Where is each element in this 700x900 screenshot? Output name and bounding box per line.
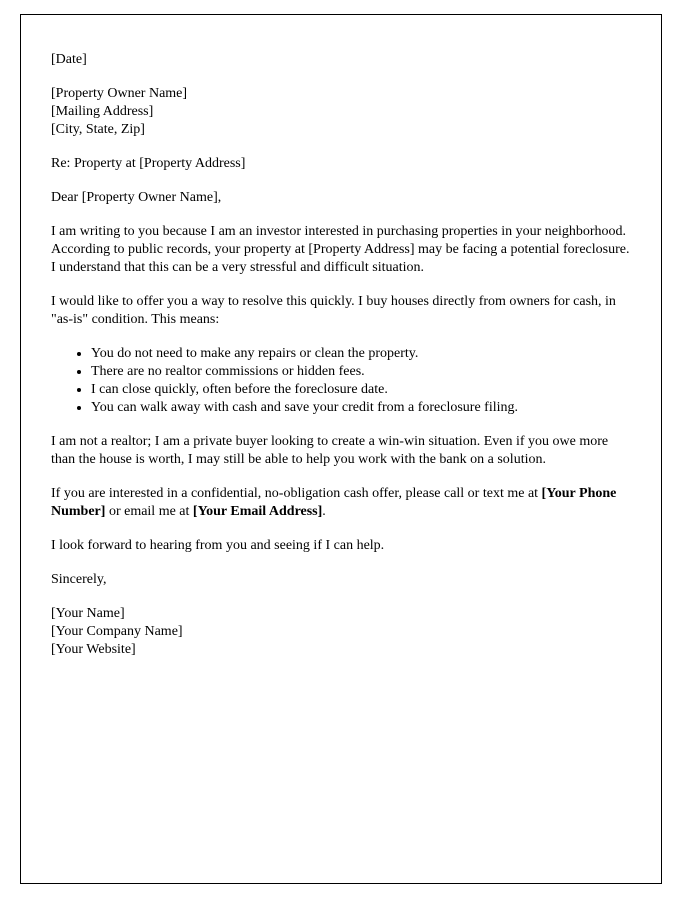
signature-company: [Your Company Name] bbox=[51, 624, 183, 639]
re-line: Re: Property at [Property Address] bbox=[51, 156, 246, 171]
phone-placeholder: [Your Phone Number] bbox=[51, 486, 617, 519]
recipient-city-state-zip: [City, State, Zip] bbox=[51, 122, 145, 137]
bullet-item-repairs: • You do not need to make any repairs or clean the property. bbox=[91, 345, 631, 363]
contact-text-after: . bbox=[322, 504, 326, 519]
bullet-item-close-quickly: • I can close quickly, often before the foreclosure date. bbox=[91, 381, 631, 399]
paragraph-contact bbox=[51, 485, 631, 521]
email-placeholder: [Your Email Address] bbox=[192, 504, 323, 519]
closing: Sincerely, bbox=[51, 572, 107, 587]
letter-content bbox=[21, 15, 661, 705]
salutation: Dear [Property Owner Name], bbox=[51, 190, 222, 205]
bullet-item-commissions: • There are no realtor commissions or hidden fees. bbox=[91, 363, 631, 381]
recipient-mailing-address: [Mailing Address] bbox=[51, 104, 154, 119]
paragraph-lookforward: I look forward to hearing from you and seeing if I can help. bbox=[51, 538, 385, 553]
signature-block bbox=[51, 605, 631, 659]
paragraph-not-realtor: I am not a realtor; I am a private buyer looking to create a win-win situation. Even if you owe more than the house is worth, I may still be able to help you work with the bank on a solution. bbox=[51, 434, 609, 467]
recipient-address-block bbox=[51, 85, 631, 139]
recipient-name: [Property Owner Name] bbox=[51, 86, 188, 101]
bullet-item-walk-away: • You can walk away with cash and save your credit from a foreclosure filing. bbox=[91, 399, 631, 417]
signature-name: [Your Name] bbox=[51, 606, 125, 621]
paragraph-offer: I would like to offer you a way to resolve this quickly. I buy houses directly from owners for cash, in "as-is" condition. This means: bbox=[51, 294, 616, 327]
contact-text-before: If you are interested in a confidential, no-obligation cash offer, please call or text me at bbox=[51, 486, 542, 501]
contact-text-middle: or email me at bbox=[105, 504, 193, 519]
signature-website: [Your Website] bbox=[51, 642, 136, 657]
bullet-list bbox=[51, 345, 631, 417]
date-line: [Date] bbox=[51, 52, 87, 67]
paragraph-intro: I am writing to you because I am an investor interested in purchasing properties in your neighborhood. According to public records, your property at [Property Address] may be facing a potential foreclosure. I understand that this can be a very stressful and difficult situation. bbox=[51, 224, 630, 275]
letter-page bbox=[20, 14, 662, 884]
